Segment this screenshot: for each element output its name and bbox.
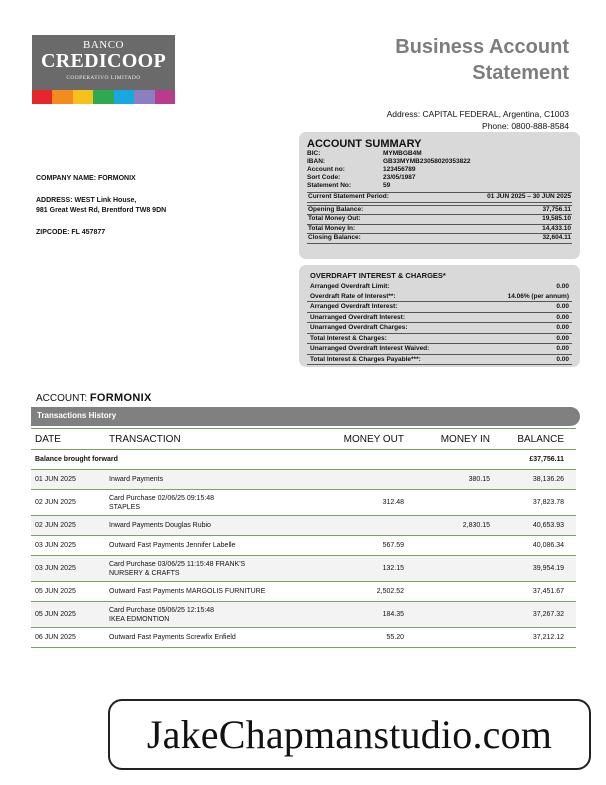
overdraft-row [307, 313, 572, 324]
bank-phone: Phone: 0800-888-8584 [482, 121, 569, 131]
tx-description: Card Purchase 02/06/25 09:15:48 STAPLES [109, 494, 215, 511]
account-summary-box [299, 132, 580, 259]
transactions-table [31, 428, 576, 648]
tx-description: Inward Payments [109, 476, 164, 483]
overdraft-label: Unarranged Overdraft Charges: [310, 324, 408, 331]
detail-label: Sort Code: [307, 174, 341, 181]
logo-color-stripes [32, 90, 175, 104]
logo-stripe [52, 90, 72, 104]
tx-balance: 37,267.32 [532, 611, 564, 618]
overdraft-row [307, 282, 572, 292]
summary-value: 01 JUN 2025 – 30 JUN 2025 [487, 193, 571, 200]
account-summary-table [307, 192, 572, 244]
summary-row [307, 225, 572, 235]
tx-description: Outward Fast Payments Jennifer Labelle [109, 542, 236, 549]
transactions-header [31, 428, 576, 450]
company-address-line-1: ADDRESS: WEST Link House, [36, 197, 137, 204]
logo-line-3: COOPERATIVO LIMITADO [66, 75, 141, 81]
detail-value: 23/05/1987 [383, 174, 416, 181]
summary-row [307, 192, 572, 203]
transaction-row [31, 516, 576, 536]
overdraft-value: 0.00 [556, 283, 569, 290]
tx-money-out: 55.20 [386, 634, 404, 641]
logo-line-2: CREDICOOP [41, 50, 166, 72]
tx-balance: 38,136.26 [532, 476, 564, 483]
logo-line-1: BANCO [82, 39, 124, 51]
summary-label: Total Money Out: [308, 215, 361, 222]
tx-description: Inward Payments Douglas Rubio [109, 522, 211, 529]
overdraft-label: Unarranged Overdraft Interest: [310, 313, 405, 321]
summary-label: Closing Balance: [308, 234, 361, 241]
summary-row [307, 215, 572, 225]
company-name: COMPANY NAME: FORMONIX [36, 175, 136, 182]
tx-date: 05 JUN 2025 [35, 611, 76, 618]
summary-label: Total Money In: [308, 224, 356, 232]
transaction-row [31, 582, 576, 602]
overdraft-label: Total Interest & Charges Payable***: [310, 355, 421, 363]
summary-value: 32,604.11 [542, 234, 571, 241]
overdraft-row [307, 302, 572, 313]
tx-description: Outward Fast Payments MARGOLIS FURNITURE [109, 588, 266, 595]
col-transaction: TRANSACTION [109, 433, 181, 445]
overdraft-label: Arranged Overdraft Interest: [310, 303, 398, 310]
overdraft-value: 14.06% (per annum) [507, 292, 569, 300]
brought-forward-balance: £37,756.11 [529, 456, 564, 463]
tx-date: 03 JUN 2025 [35, 565, 76, 572]
title-line-1: Business Account [395, 36, 569, 58]
detail-label: Statement No: [307, 182, 352, 189]
bank-logo [32, 35, 175, 104]
statement-title [395, 34, 569, 86]
account-detail-row [307, 158, 572, 166]
bank-address: Address: CAPITAL FEDERAL, Argentina, C1003 [386, 109, 569, 119]
brought-forward-label: Balance brought forward [35, 456, 118, 463]
tx-money-out: 567.59 [382, 542, 404, 549]
overdraft-box [299, 265, 580, 367]
account-detail-row [307, 182, 572, 190]
overdraft-row [307, 334, 572, 345]
overdraft-label: Total Interest & Charges: [310, 334, 387, 342]
title-line-2: Statement [472, 62, 569, 84]
col-money-in: MONEY IN [440, 433, 490, 445]
tx-balance: 37,451.67 [532, 588, 564, 595]
overdraft-row [307, 292, 572, 303]
overdraft-value: 0.00 [556, 313, 569, 321]
summary-label: Opening Balance: [308, 205, 364, 213]
tx-description: Card Purchase 05/06/25 12:15:48 IKEA EDMONTION [109, 606, 215, 623]
tx-date: 03 JUN 2025 [35, 542, 76, 549]
detail-label: Account no: [307, 166, 345, 173]
tx-money-out: 2,502.52 [376, 588, 404, 595]
tx-date: 02 JUN 2025 [35, 499, 76, 506]
detail-label: BIC: [307, 150, 321, 157]
tx-balance: 40,086.34 [532, 542, 564, 549]
detail-value: GB33MYMB23058020353822 [383, 158, 471, 165]
tx-balance: 37,212.12 [532, 634, 564, 641]
detail-value: MYMBGB4M [383, 150, 422, 157]
transactions-history-bar: Transactions History [31, 407, 580, 426]
logo-stripe [32, 90, 52, 104]
summary-row [307, 234, 572, 244]
tx-money-in: 2,830.15 [462, 522, 490, 529]
logo-stripe [155, 90, 175, 104]
transaction-row [31, 628, 576, 648]
transaction-row [31, 556, 576, 582]
summary-value: 14,433.10 [542, 224, 571, 232]
tx-money-in: 380.15 [468, 476, 490, 483]
company-address-line-2: 981 Great West Rd, Brentford TW8 9DN [36, 207, 167, 214]
account-summary-title: ACCOUNT SUMMARY [307, 138, 422, 150]
overdraft-value: 0.00 [556, 345, 569, 352]
account-details [307, 150, 572, 190]
col-date: DATE [35, 433, 61, 445]
logo-stripe [134, 90, 154, 104]
logo-stripe [73, 90, 93, 104]
transaction-row [31, 490, 576, 516]
summary-value: 37,756.11 [542, 205, 571, 213]
tx-balance: 40,653.93 [532, 522, 564, 529]
detail-label: IBAN: [307, 158, 326, 165]
detail-value: 59 [383, 182, 391, 189]
account-detail-row [307, 166, 572, 174]
tx-date: 01 JUN 2025 [35, 476, 76, 483]
tx-date: 02 JUN 2025 [35, 522, 76, 529]
tx-money-out: 312.48 [382, 499, 404, 506]
transaction-row [31, 470, 576, 490]
col-money-out: MONEY OUT [343, 433, 404, 445]
account-detail-row [307, 174, 572, 182]
tx-description: Card Purchase 03/06/25 11:15:48 FRANK'S NURSERY & CRAFTS [109, 560, 246, 577]
summary-row [307, 205, 572, 216]
tx-balance: 39,954.19 [532, 565, 564, 572]
tx-money-out: 184.35 [382, 611, 404, 618]
transaction-row [31, 536, 576, 556]
account-line [36, 392, 152, 404]
tx-date: 06 JUN 2025 [35, 634, 76, 641]
overdraft-value: 0.00 [556, 355, 569, 363]
overdraft-value: 0.00 [556, 303, 569, 310]
tx-money-out: 132.15 [382, 565, 404, 572]
tx-date: 05 JUN 2025 [35, 588, 76, 595]
logo-stripe [114, 90, 134, 104]
bank-contact [387, 108, 569, 132]
overdraft-row [307, 344, 572, 355]
account-detail-row [307, 150, 572, 158]
transaction-row [31, 602, 576, 628]
overdraft-row [307, 355, 572, 366]
detail-value: 123456789 [383, 166, 416, 173]
overdraft-title: OVERDRAFT INTEREST & CHARGES* [310, 271, 446, 280]
company-zipcode: ZIPCODE: FL 457877 [36, 229, 106, 236]
summary-label: Current Statement Period: [308, 193, 389, 200]
overdraft-label: Unarranged Overdraft Interest Waived: [310, 345, 430, 352]
overdraft-row [307, 323, 572, 334]
overdraft-table [307, 282, 572, 365]
company-info [36, 174, 166, 238]
balance-brought-forward-row [31, 450, 576, 470]
overdraft-value: 0.00 [556, 324, 569, 331]
account-label: ACCOUNT: [36, 393, 88, 404]
logo-stripe [93, 90, 113, 104]
col-balance: BALANCE [517, 433, 564, 445]
summary-value: 19,585.10 [542, 215, 571, 222]
overdraft-label: Arranged Overdraft Limit: [310, 283, 390, 290]
overdraft-value: 0.00 [556, 334, 569, 342]
tx-balance: 37,823.78 [532, 499, 564, 506]
account-name: FORMONIX [89, 392, 152, 404]
overdraft-label: Overdraft Rate of Interest**: [310, 292, 396, 300]
watermark-banner: JakeChapmanstudio.com [108, 699, 591, 770]
tx-description: Outward Fast Payments Screwfix Enfield [109, 634, 236, 641]
